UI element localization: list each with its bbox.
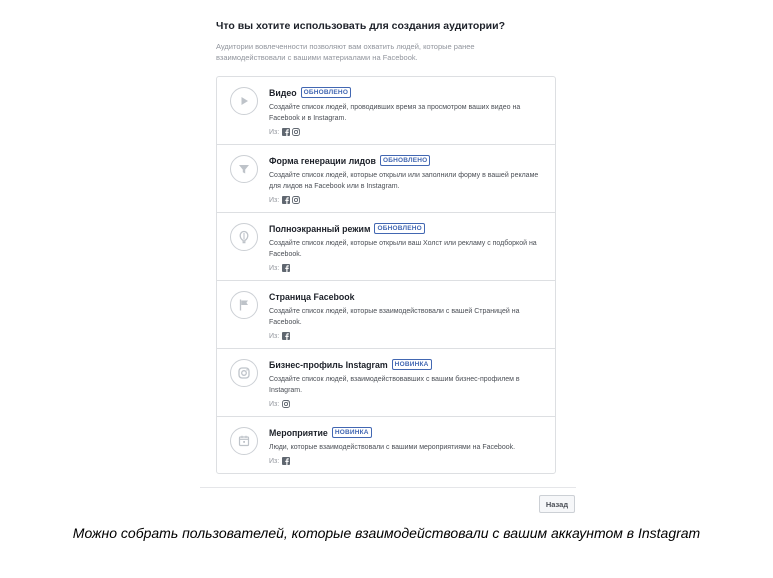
option-title: Страница Facebook <box>269 291 355 302</box>
option-title: Полноэкранный режим <box>269 223 371 234</box>
dialog-question: Что вы хотите использовать для создания аудитории? <box>216 20 505 32</box>
option-body <box>269 290 549 341</box>
option-sources <box>269 456 549 466</box>
sources-label: Из: <box>269 400 280 408</box>
status-badge: НОВИНКА <box>392 359 432 370</box>
option-body <box>269 154 549 205</box>
sources-label: Из: <box>269 457 280 465</box>
instagram-icon <box>292 128 300 136</box>
option-header <box>269 222 549 235</box>
option-body <box>269 222 549 273</box>
option-title: Бизнес-профиль Instagram <box>269 359 388 370</box>
option-sources <box>269 127 549 137</box>
play-icon <box>230 87 258 115</box>
option-body <box>269 358 549 409</box>
status-badge: НОВИНКА <box>332 427 372 438</box>
option-description: Создайте список людей, которые открыли ваш Холст или рекламу с подборкой на Facebook. <box>269 240 537 258</box>
source-option[interactable] <box>217 145 555 213</box>
dialog-intro: Аудитории вовлеченности позволяют вам охватить людей, которые ранее взаимодействовали с вашими материалами на Facebook. <box>216 42 475 62</box>
instagram-icon <box>282 400 290 408</box>
footer-divider <box>200 487 576 488</box>
status-badge: ОБНОВЛЕНО <box>380 155 430 166</box>
option-description: Создайте список людей, проводивших время за просмотром ваших видео на Facebook и в Instagram. <box>269 104 521 122</box>
option-description: Создайте список людей, взаимодействовавших с вашим бизнес-профилем в Instagram. <box>269 376 520 394</box>
option-sources <box>269 399 549 409</box>
calendar-icon <box>230 427 258 455</box>
option-header <box>269 358 549 371</box>
status-badge: ОБНОВЛЕНО <box>301 87 351 98</box>
option-title: Форма генерации лидов <box>269 155 376 166</box>
source-option[interactable] <box>217 77 555 145</box>
option-sources <box>269 263 549 273</box>
option-header <box>269 290 549 303</box>
source-option[interactable] <box>217 349 555 417</box>
sources-label: Из: <box>269 264 280 272</box>
facebook-icon <box>282 196 290 204</box>
canvas-icon <box>230 223 258 251</box>
option-description: Создайте список людей, которые взаимодействовали с вашей Страницей на Facebook. <box>269 308 520 326</box>
option-body <box>269 86 549 137</box>
status-badge: ОБНОВЛЕНО <box>374 223 424 234</box>
back-button[interactable]: Назад <box>539 495 575 513</box>
facebook-icon <box>282 457 290 465</box>
source-option[interactable] <box>217 213 555 281</box>
facebook-icon <box>282 128 290 136</box>
sources-label: Из: <box>269 332 280 340</box>
source-options-list <box>216 76 556 474</box>
option-sources <box>269 331 549 341</box>
option-title: Мероприятие <box>269 427 328 438</box>
option-header <box>269 426 549 439</box>
source-option[interactable] <box>217 417 555 473</box>
sources-label: Из: <box>269 196 280 204</box>
option-description: Создайте список людей, которые открыли или заполнили форму в вашей рекламе для лидов на Facebook или в Instagram. <box>269 172 539 190</box>
source-option[interactable] <box>217 281 555 349</box>
funnel-icon <box>230 155 258 183</box>
option-header <box>269 86 549 99</box>
flag-icon <box>230 291 258 319</box>
facebook-icon <box>282 332 290 340</box>
facebook-icon <box>282 264 290 272</box>
option-description: Люди, которые взаимодействовали с вашими мероприятиями на Facebook. <box>269 444 516 451</box>
instagram-icon <box>230 359 258 387</box>
option-title: Видео <box>269 87 297 98</box>
audience-source-dialog <box>200 0 576 520</box>
sources-label: Из: <box>269 128 280 136</box>
image-caption: Можно собрать пользователей, которые взаимодействовали с вашим аккаунтом в Instagram <box>72 525 701 541</box>
instagram-icon <box>292 196 300 204</box>
option-sources <box>269 195 549 205</box>
option-header <box>269 154 549 167</box>
option-body <box>269 426 549 466</box>
